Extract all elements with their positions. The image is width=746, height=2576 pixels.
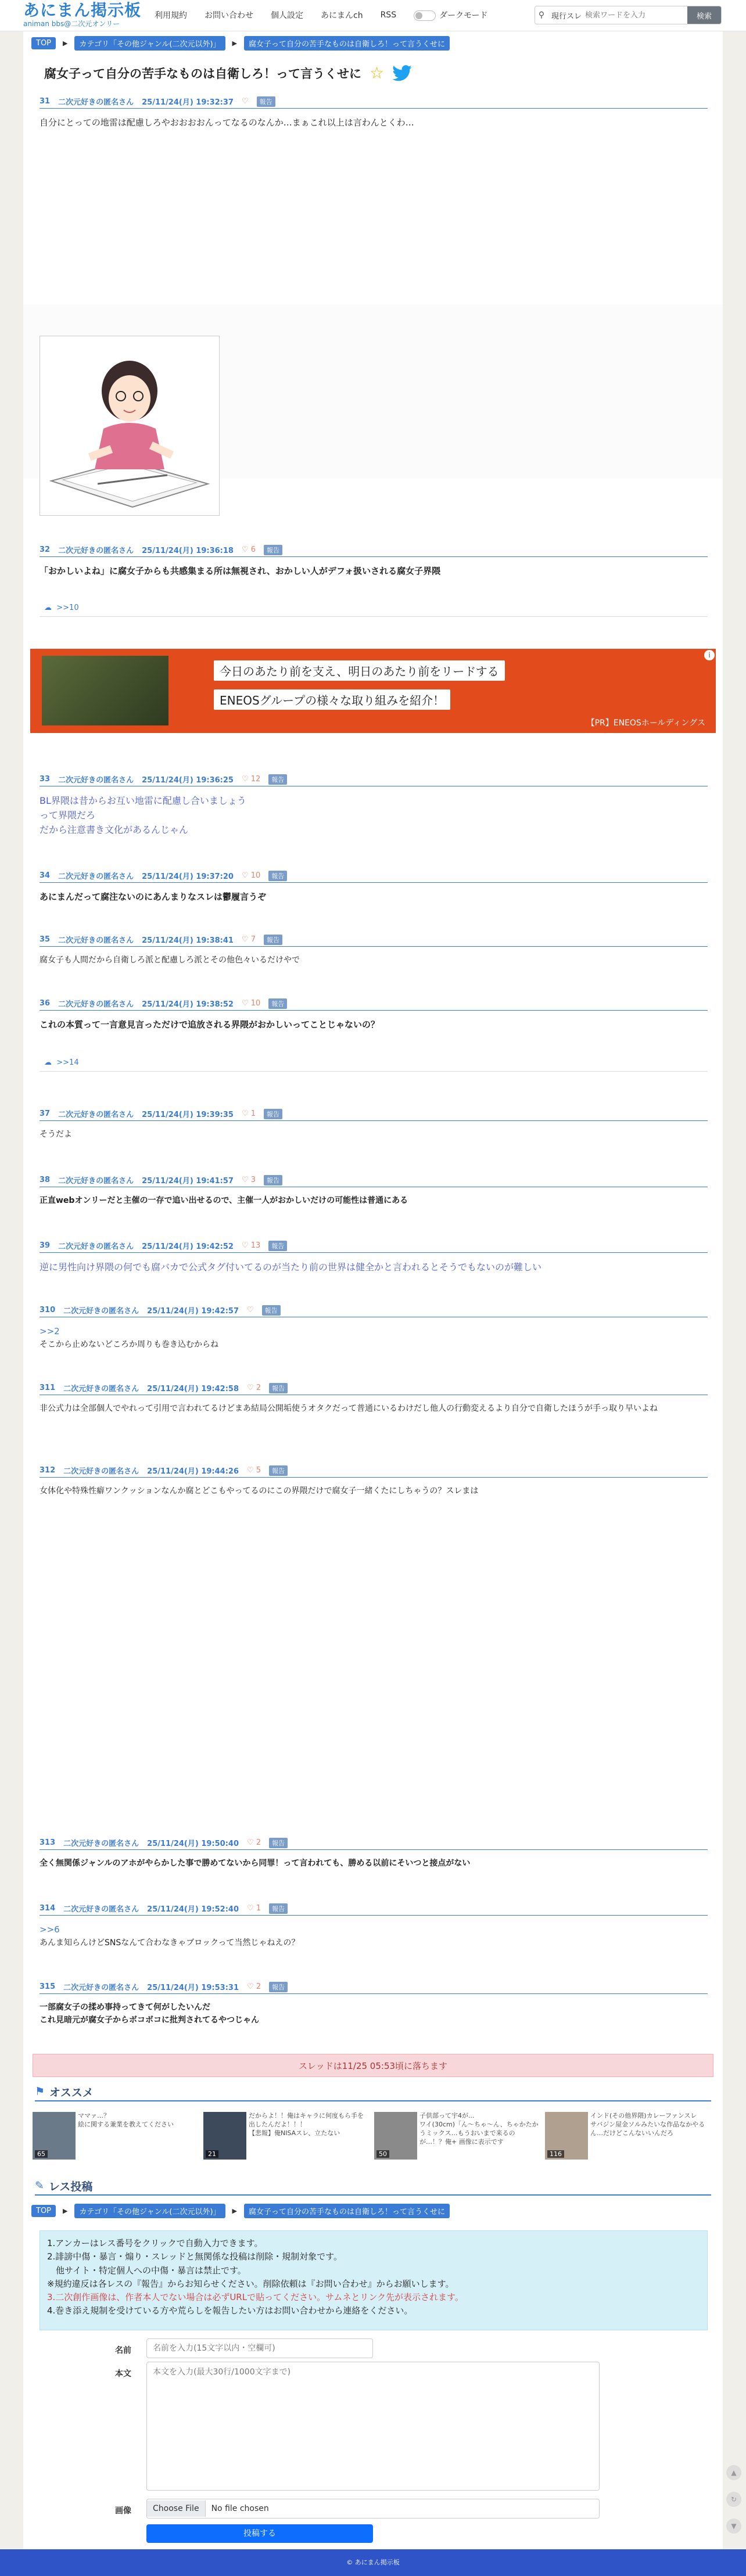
rule-line: 他サイト・特定個人への中傷・暴言は禁止です。 xyxy=(47,2265,246,2276)
heart-icon: ♡ xyxy=(247,1306,254,1314)
post-number[interactable]: 34 xyxy=(40,871,51,880)
post-number[interactable]: 35 xyxy=(40,935,51,944)
post-author: 二次元好きの匿名さん xyxy=(63,1385,139,1393)
post-header xyxy=(40,1303,708,1317)
nav-animanch[interactable]: あにまんch xyxy=(321,11,363,20)
nav-settings[interactable]: 個人設定 xyxy=(271,11,303,20)
post-body: あにまんだって腐注ないのにあんまりなスレは鬱履言うぞ xyxy=(40,892,267,902)
divider xyxy=(40,1071,708,1072)
rule-line: 3.二次創作画像は、作者本人でない場合は必ずURLで貼ってください。サムネとリンク先が表示されます。 xyxy=(47,2292,464,2302)
search-icon: ⚲ xyxy=(538,10,545,20)
breadcrumb-top[interactable]: TOP xyxy=(31,2205,56,2217)
post-body: 女体化や特殊性癖ワンクッションなんか腐とどこもやってるのにこの界隈だけで腐女子一緒くたにしちゃうの？スレまは xyxy=(40,1486,479,1496)
reply-links[interactable] xyxy=(44,1058,79,1067)
report-button[interactable]: 報告 xyxy=(269,1383,288,1393)
report-button[interactable]: 報告 xyxy=(264,1109,282,1119)
heart-icon: ♡ xyxy=(247,1838,254,1847)
divider xyxy=(40,616,708,617)
post-author: 二次元好きの匿名さん xyxy=(63,1307,139,1316)
post-body: そうだよ xyxy=(40,1130,72,1139)
post-number[interactable]: 36 xyxy=(40,999,51,1008)
choose-file-button[interactable]: Choose File xyxy=(147,2500,206,2517)
post-body: BL界隈は昔からお互い地雷に配慮し合いましょう って界隈だろ だから注意書き文化があるんじゃん xyxy=(40,795,246,835)
post-header xyxy=(40,773,708,786)
report-button[interactable]: 報告 xyxy=(268,774,287,785)
heart-icon: ♡ xyxy=(247,1466,254,1475)
report-button[interactable]: 報告 xyxy=(264,545,282,555)
post-author: 二次元好きの匿名さん xyxy=(58,872,134,881)
like-button[interactable] xyxy=(242,935,256,944)
report-button[interactable]: 報告 xyxy=(269,1903,288,1914)
thread-main xyxy=(23,31,723,2549)
like-button[interactable] xyxy=(242,97,249,106)
post-number[interactable]: 311 xyxy=(40,1384,56,1392)
recommend-item[interactable] xyxy=(203,2112,370,2160)
like-button[interactable] xyxy=(242,1109,256,1118)
report-button[interactable]: 報告 xyxy=(269,1465,288,1476)
like-button[interactable] xyxy=(242,1241,260,1250)
post-header xyxy=(40,933,708,947)
post-body: 自分にとっての地雷は配慮しろやおおおおんってなるのなんか…まぁこれ以上は言わんとくわ… xyxy=(40,117,414,128)
post-date: 25/11/24(月) 19:39:35 xyxy=(142,1111,234,1119)
ad-slot-blank xyxy=(23,1518,723,1844)
post-author: 二次元好きの匿名さん xyxy=(58,98,134,107)
dark-mode-label: ダークモード xyxy=(439,11,488,20)
post-body: あんま知らんけどSNSなんて合わなきゃブロックって当然じゃねえの？ xyxy=(40,1938,300,1948)
reply-arrow-icon: ☁ xyxy=(44,1058,52,1067)
recommend-list xyxy=(33,2112,713,2160)
breadcrumb-separator-icon: ▶ xyxy=(232,2207,237,2215)
post-number[interactable]: 31 xyxy=(40,97,51,106)
report-button[interactable]: 報告 xyxy=(269,1838,288,1848)
ad-image xyxy=(42,656,168,725)
like-button[interactable] xyxy=(242,545,256,554)
post-number[interactable]: 38 xyxy=(40,1176,51,1184)
site-header xyxy=(0,0,746,31)
recommend-thumbnail xyxy=(545,2112,588,2160)
image-file-input[interactable] xyxy=(146,2499,600,2518)
heart-icon: ♡ xyxy=(247,1904,254,1913)
heart-icon: ♡ xyxy=(241,871,249,880)
page-title: 腐女子って自分の苦手なものは自衛しろ！って言うくせに xyxy=(44,66,361,81)
ad-info-icon[interactable]: i xyxy=(704,650,715,660)
post-number[interactable]: 33 xyxy=(40,775,51,784)
heart-icon: ♡ xyxy=(241,1176,249,1184)
breadcrumb-separator-icon: ▶ xyxy=(63,2207,68,2215)
post-author: 二次元好きの匿名さん xyxy=(58,547,134,555)
thread-expiry-notice: スレッドは11/25 05:53頃に落ちます xyxy=(33,2054,713,2077)
image-label: 画像 xyxy=(115,2506,131,2516)
like-count: 2 xyxy=(256,1982,261,1991)
rule-line: 1.アンカーはレス番号をクリックで自動入力できます。 xyxy=(47,2238,263,2248)
post-body: 腐女子も人間だから自衛しろ派と配慮しろ派とその他色々いるだけやで xyxy=(40,955,300,965)
logo-title: あにまん掲示板 xyxy=(23,1,142,20)
recommend-text: インド(その他界隈)カレーファンスレ サバジン屋金ソルみたいな作品なかやるん…だけどこんないいんだろ xyxy=(590,2112,705,2137)
post-date: 25/11/24(月) 19:52:40 xyxy=(147,1905,239,1914)
post-author: 二次元好きの匿名さん xyxy=(58,1242,134,1251)
post-date: 25/11/24(月) 19:41:57 xyxy=(142,1177,234,1185)
post-header xyxy=(40,1173,708,1187)
like-count: 12 xyxy=(250,775,261,784)
nav-contact[interactable]: お問い合わせ xyxy=(205,11,253,20)
heart-icon: ♡ xyxy=(241,999,249,1008)
recommend-item[interactable] xyxy=(33,2112,199,2160)
ad-slot-blank xyxy=(23,148,723,275)
post-number[interactable]: 37 xyxy=(40,1109,51,1118)
post-header xyxy=(40,1836,708,1850)
post-form-title: レス投稿 xyxy=(48,2180,93,2193)
ad-sponsor: 【PR】ENEOSホールディングス xyxy=(586,718,705,728)
rule-line: 4.巻き添え規制を受けている方や荒らしを報告したい方はお問い合わせから連絡をください。 xyxy=(47,2305,413,2316)
like-button[interactable] xyxy=(242,1176,256,1184)
post-number[interactable]: 32 xyxy=(40,545,51,554)
post-header xyxy=(40,1107,708,1121)
post-body: 逆に男性向け界隈の何でも腐バカで公式タグ付いてるのが当たり前の世界は健全かと言われるとそうでもないのが難しい xyxy=(40,1262,542,1273)
search-bar xyxy=(535,6,722,24)
heart-icon: ♡ xyxy=(247,1384,254,1392)
ad-line2: ENEOSグループの様々な取り組みを紹介！ xyxy=(214,689,450,710)
post-date: 25/11/24(月) 19:44:26 xyxy=(147,1467,239,1476)
recommend-thumbnail xyxy=(33,2112,76,2160)
file-status: No file chosen xyxy=(211,2504,269,2513)
report-button[interactable]: 報告 xyxy=(264,1175,282,1185)
post-date: 25/11/24(月) 19:53:31 xyxy=(147,1984,239,1992)
search-scope-select[interactable]: 現行スレ xyxy=(551,12,582,21)
breadcrumb-top[interactable]: TOP xyxy=(31,37,56,49)
rule-line: 2.誹謗中傷・暴言・煽り・スレッドと無関係な投稿は削除・規制対象です。 xyxy=(47,2251,342,2262)
post-body: 全く無関係ジャンルのアホがやらかした事で勝めてないから同罪！って言われても、勝める以前にそいつと接点がない xyxy=(40,1859,471,1868)
heart-icon: ♡ xyxy=(241,1241,249,1250)
like-count: 5 xyxy=(256,1466,261,1475)
recommend-text: ママァ…？ 絵に関する兼業を教えてください xyxy=(78,2112,174,2128)
like-count: 7 xyxy=(250,935,256,944)
post-body: 一部腐女子の揉め事持ってきて何がしたいんだ これ見暗元が腐女子からボコボコに批判されてるやつじゃん xyxy=(40,2003,259,2025)
post-header xyxy=(40,869,708,883)
like-button[interactable] xyxy=(247,1384,261,1392)
like-button[interactable] xyxy=(242,775,260,784)
logo-subtitle: animan bbs@二次元オンリー xyxy=(23,20,120,28)
post-body: 正直webオンリーだと主催の一存で追い出せるので、主催一人がおかしいだけの可能性は普通にある xyxy=(40,1196,408,1205)
post-date: 25/11/24(月) 19:32:37 xyxy=(142,98,234,107)
post-header xyxy=(40,1902,708,1916)
post-number[interactable]: 312 xyxy=(40,1466,56,1475)
post-header xyxy=(40,997,708,1011)
post-header xyxy=(40,95,708,109)
like-button[interactable] xyxy=(247,1466,261,1475)
site-logo[interactable] xyxy=(23,1,141,28)
toggle-switch-icon[interactable] xyxy=(414,10,436,21)
post-date: 25/11/24(月) 19:36:25 xyxy=(142,776,234,785)
report-button[interactable]: 報告 xyxy=(268,871,287,881)
post-date: 25/11/24(月) 19:38:52 xyxy=(142,1000,234,1009)
heart-icon: ♡ xyxy=(241,97,249,106)
ad-line1: 今日のあたり前を支え、明日のあたり前をリードする xyxy=(214,660,505,681)
breadcrumb-thread[interactable]: 腐女子って自分の苦手なものは自衛しろ！って言うくせに xyxy=(244,36,450,51)
post-number[interactable]: 310 xyxy=(40,1306,56,1314)
like-count: 3 xyxy=(250,1176,256,1184)
heart-icon: ♡ xyxy=(241,545,249,554)
heart-icon: ♡ xyxy=(241,935,249,944)
scroll-bottom-icon[interactable]: ▼ xyxy=(726,2518,741,2534)
post-header xyxy=(40,1464,708,1478)
reload-icon[interactable]: ↻ xyxy=(726,2492,741,2507)
post-date: 25/11/24(月) 19:50:40 xyxy=(147,1840,239,1848)
recommend-text: 子供部って宇4が... ワイ(30cm)「ん〜ちゃ〜ん、ちゃかたかうミックス…もうおいまで来るのが…！？俺+ 画像に表示です xyxy=(419,2112,539,2146)
post-author: 二次元好きの匿名さん xyxy=(63,1905,139,1914)
name-field[interactable] xyxy=(146,2338,373,2358)
like-count: 1 xyxy=(256,1904,261,1913)
nav-rss[interactable]: RSS xyxy=(380,10,397,20)
like-count: 2 xyxy=(256,1838,261,1847)
like-button[interactable] xyxy=(247,1838,261,1847)
post-number[interactable]: 39 xyxy=(40,1241,51,1250)
recommend-count: 50 xyxy=(376,2150,389,2158)
thread-title-row xyxy=(44,63,412,82)
recommend-header xyxy=(35,2083,711,2101)
site-footer: © あにまん掲示板 xyxy=(0,2549,746,2576)
search-button[interactable]: 検索 xyxy=(687,6,721,24)
post-author: 二次元好きの匿名さん xyxy=(63,1984,139,1992)
breadcrumb-bottom xyxy=(31,2204,450,2218)
post-anchor[interactable]: >>2 xyxy=(40,1326,60,1336)
post-body: 非公式力は全部個人でやれって引用で言われてるけどまあ結局公開垢使うオタクだって普通にいるわけだし他人の行動変えるより自分で自衛したほうが手っ取り早いよね xyxy=(40,1404,658,1413)
post-header xyxy=(40,1239,708,1253)
report-button[interactable]: 報告 xyxy=(268,998,287,1009)
breadcrumb-separator-icon: ▶ xyxy=(232,39,237,47)
post-date: 25/11/24(月) 19:38:41 xyxy=(142,936,234,945)
like-count: 10 xyxy=(250,999,261,1008)
report-button[interactable]: 報告 xyxy=(262,1305,281,1316)
post-author: 二次元好きの匿名さん xyxy=(58,776,134,785)
post-number[interactable]: 315 xyxy=(40,1982,56,1991)
like-count: 6 xyxy=(250,545,256,554)
heart-icon: ♡ xyxy=(241,1109,249,1118)
post-author: 二次元好きの匿名さん xyxy=(58,1177,134,1185)
heart-icon: ♡ xyxy=(247,1982,254,1991)
post-date: 25/11/24(月) 19:42:57 xyxy=(147,1307,239,1316)
report-button[interactable]: 報告 xyxy=(264,935,282,945)
post-number[interactable]: 313 xyxy=(40,1838,56,1847)
breadcrumb-separator-icon: ▶ xyxy=(63,39,68,47)
dark-mode-toggle[interactable] xyxy=(414,9,487,21)
like-button[interactable] xyxy=(247,1904,261,1913)
reply-anchor[interactable]: >>14 xyxy=(56,1058,79,1067)
like-button[interactable] xyxy=(247,1982,261,1991)
pencil-icon: ✎ xyxy=(35,2179,44,2192)
recommend-thumbnail xyxy=(374,2112,417,2160)
post-author: 二次元好きの匿名さん xyxy=(63,1840,139,1848)
post-date: 25/11/24(月) 19:42:52 xyxy=(142,1242,234,1251)
report-button[interactable]: 報告 xyxy=(257,96,275,107)
tag-icon: ⚑ xyxy=(35,2085,45,2098)
post-anchor[interactable]: >>6 xyxy=(40,1924,60,1935)
report-button[interactable]: 報告 xyxy=(268,1241,287,1251)
like-button[interactable] xyxy=(247,1306,254,1314)
recommend-count: 21 xyxy=(206,2150,218,2158)
like-count: 13 xyxy=(250,1241,261,1250)
nav-terms[interactable]: 利用規約 xyxy=(155,11,187,20)
post-header xyxy=(40,1381,708,1395)
favorite-star-icon[interactable]: ☆ xyxy=(370,63,385,82)
twitter-share-icon[interactable] xyxy=(392,65,412,81)
post-author: 二次元好きの匿名さん xyxy=(58,1111,134,1119)
post-body: そこから止めないどころか周りも巻き込むからね xyxy=(40,1340,218,1349)
like-button[interactable] xyxy=(242,871,260,880)
reply-anchor[interactable]: >>10 xyxy=(56,603,79,612)
reply-links[interactable] xyxy=(44,603,79,612)
recommend-title: オススメ xyxy=(49,2086,94,2099)
recommend-thumbnail xyxy=(203,2112,246,2160)
recommend-text: だからよ！！俺はキャラに何度もら手を出したんだよ！！！ 【悲報】俺NISAスレ、立たない xyxy=(249,2112,364,2137)
breadcrumb-thread[interactable]: 腐女子って自分の苦手なものは自衛しろ！って言うくせに xyxy=(244,2204,450,2218)
post-header xyxy=(40,1980,708,1994)
post-number[interactable]: 314 xyxy=(40,1904,56,1913)
post-header xyxy=(40,543,708,557)
post-author: 二次元好きの匿名さん xyxy=(63,1467,139,1476)
recommend-count: 65 xyxy=(35,2150,48,2158)
like-button[interactable] xyxy=(242,999,260,1008)
body-label: 本文 xyxy=(115,2369,131,2379)
scroll-top-icon[interactable]: ▲ xyxy=(726,2465,741,2480)
ad-banner[interactable] xyxy=(30,649,716,733)
post-author: 二次元好きの匿名さん xyxy=(58,1000,134,1009)
top-nav xyxy=(155,9,488,21)
recommend-item[interactable] xyxy=(374,2112,540,2160)
heart-icon: ♡ xyxy=(241,775,249,784)
illustration-image[interactable] xyxy=(40,336,220,516)
post-form-header xyxy=(35,2177,711,2196)
post-author: 二次元好きの匿名さん xyxy=(58,936,134,945)
like-count: 2 xyxy=(256,1384,261,1392)
breadcrumb-category[interactable]: カテゴリ「その他ジャンル(二次元以外)」 xyxy=(74,2204,225,2218)
recommend-count: 116 xyxy=(547,2150,564,2158)
like-count: 10 xyxy=(250,871,261,880)
post-date: 25/11/24(月) 19:42:58 xyxy=(147,1385,239,1393)
breadcrumb-category[interactable]: カテゴリ「その他ジャンル(二次元以外)」 xyxy=(74,36,225,51)
recommend-item[interactable] xyxy=(545,2112,711,2160)
post-body: これの本質って一言意見言っただけで追放される界隈がおかしいってことじゃないの？ xyxy=(40,1019,380,1030)
report-button[interactable]: 報告 xyxy=(269,1982,288,1992)
posting-rules xyxy=(40,2230,708,2330)
search-input[interactable] xyxy=(585,11,687,20)
post-date: 25/11/24(月) 19:37:20 xyxy=(142,872,234,881)
breadcrumb xyxy=(31,36,450,51)
name-label: 名前 xyxy=(115,2346,131,2355)
reply-arrow-icon: ☁ xyxy=(44,603,52,612)
submit-post-button[interactable]: 投稿する xyxy=(146,2524,373,2543)
post-date: 25/11/24(月) 19:36:18 xyxy=(142,547,234,555)
rule-line: ※規約違反は各レスの『報告』からお知らせください。削除依頼は『お問い合わせ』からお願いします。 xyxy=(47,2278,454,2289)
like-count: 1 xyxy=(250,1109,256,1118)
body-textarea[interactable] xyxy=(146,2362,600,2491)
post-body: 「おかしいよね」に腐女子からも共感集まる所は無視され、おかしい人がデフォ扱いされる腐女子界隈 xyxy=(40,566,441,576)
